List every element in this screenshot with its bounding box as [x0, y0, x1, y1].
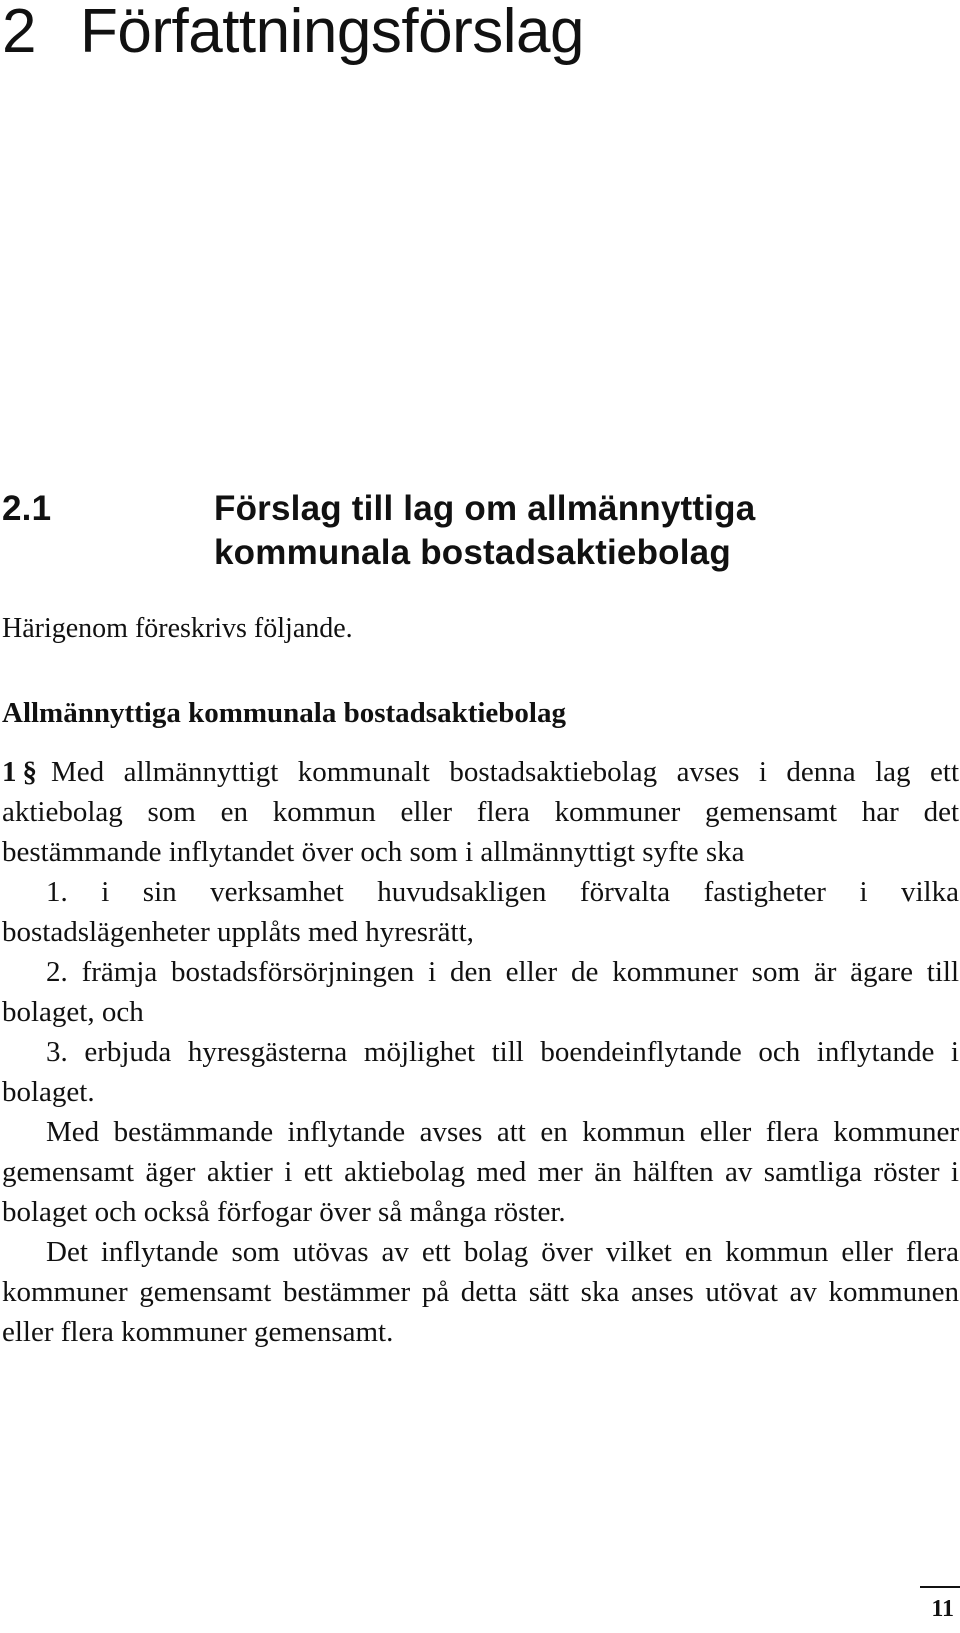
- paragraph-1-text: Med allmännyttigt kommunalt bostadsaktiebolag avses i denna lag ett aktiebolag som en kommun eller flera kommuner gemensamt har det bestämmande inflytandet över och som i allmännyttigt syfte ska: [2, 756, 959, 868]
- section-number: 2.1: [2, 489, 52, 528]
- page-number: 11: [931, 1596, 954, 1622]
- chapter-heading: [2, 0, 584, 68]
- list-item-3: 3. erbjuda hyresgästerna möjlighet till boendeinflytande och inflytande i bolaget.: [2, 1036, 959, 1108]
- list-item-1: 1. i sin verksamhet huvudsakligen förvalta fastigheter i vilka bostadslägenheter upplåts med hyresrätt,: [2, 876, 959, 948]
- chapter-number: 2: [2, 0, 36, 66]
- chapter-title: Författningsförslag: [79, 0, 584, 66]
- paragraph-2: Med bestämmande inflytande avses att en kommun eller flera kommuner gemensamt äger aktier i ett aktiebolag med mer än hälften av samtliga röster i bolaget och också förfogar över så många röster.: [2, 1116, 959, 1228]
- page-number-rule: [920, 1586, 960, 1588]
- law-title: Allmännyttiga kommunala bostadsaktiebolag: [2, 697, 566, 729]
- paragraph-3: Det inflytande som utövas av ett bolag över vilket en kommun eller flera kommuner gemensamt bestämmer på detta sätt ska anses utövat av kommunen eller flera kommuner gemensamt.: [2, 1236, 959, 1348]
- law-body: [2, 752, 959, 1352]
- intro-text: Härigenom föreskrivs följande.: [2, 613, 353, 644]
- section-number-1: 1: [2, 756, 17, 788]
- paragraph-1: [2, 752, 959, 872]
- list-item-2: 2. främja bostadsförsörjningen i den eller de kommuner som är ägare till bolaget, och: [2, 956, 959, 1028]
- section-title: Förslag till lag om allmännyttiga kommunala bostadsaktiebolag: [214, 489, 756, 572]
- section-sign-icon: §: [22, 756, 37, 788]
